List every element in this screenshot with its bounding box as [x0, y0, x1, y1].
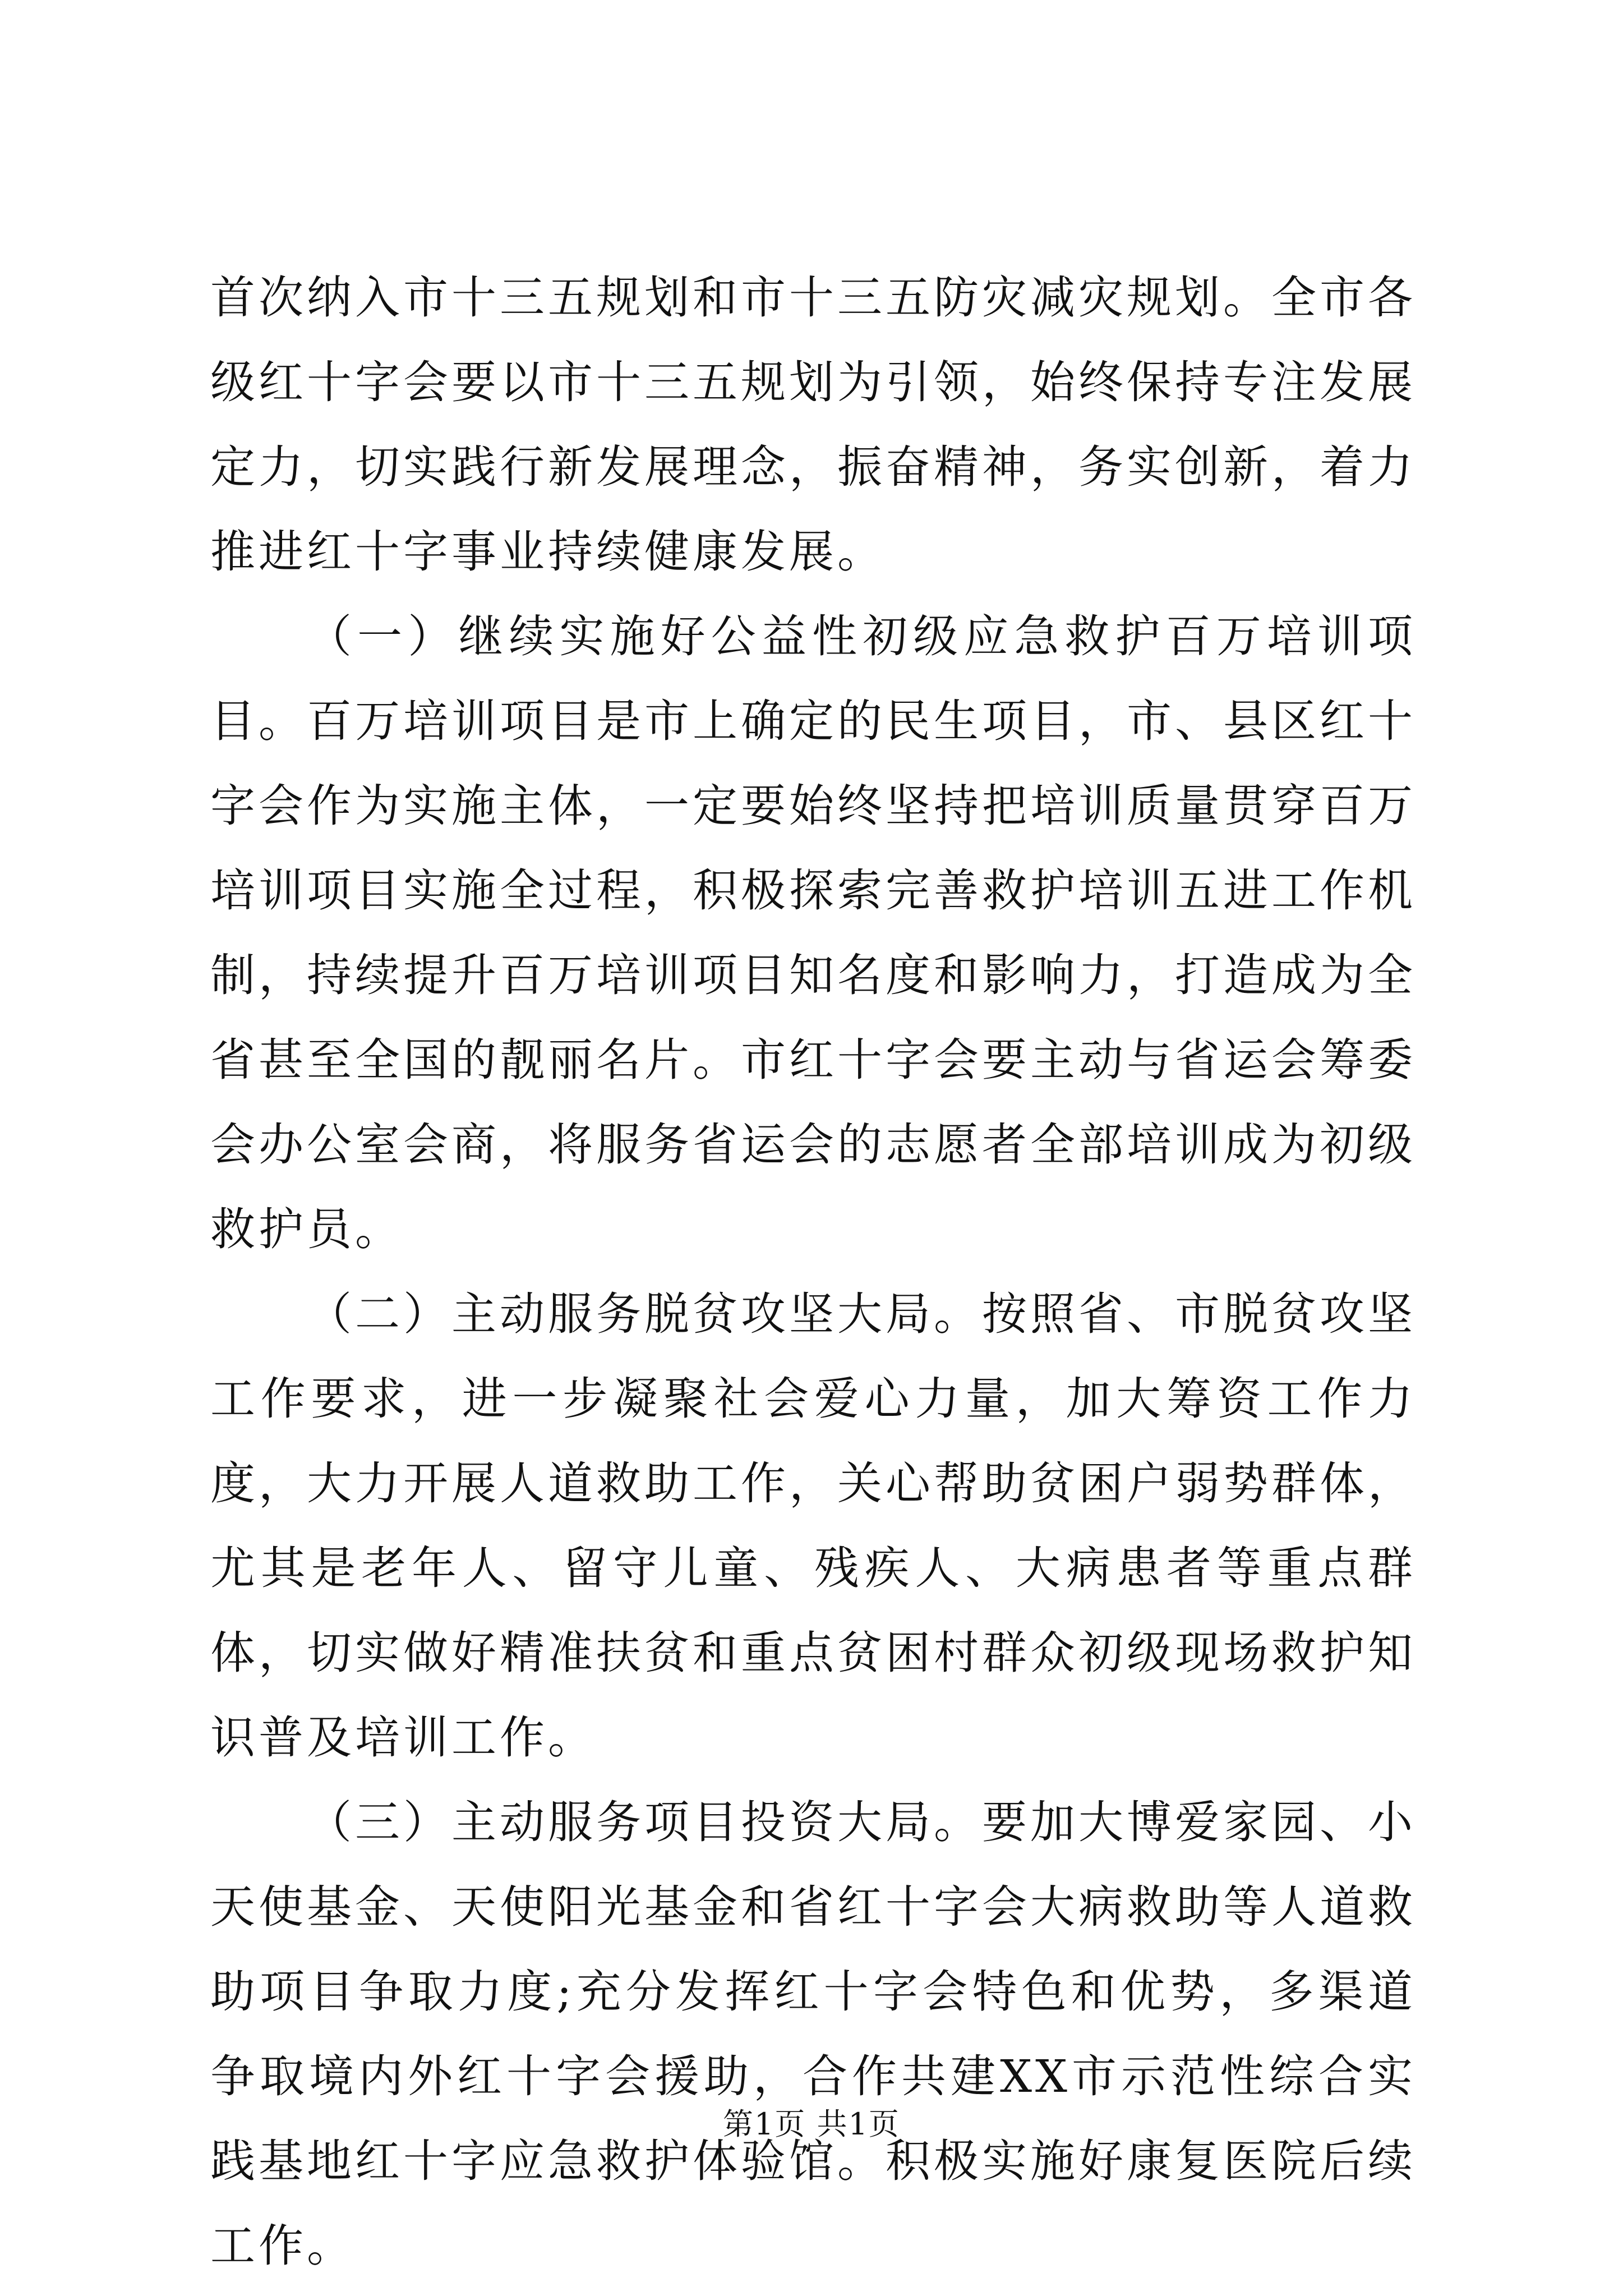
- page-footer: 第1页 共1页: [723, 2106, 900, 2142]
- paragraph-section-2: （二）主动服务脱贫攻坚大局。按照省、市脱贫攻坚工作要求，进一步凝聚社会爱心力量，加大筹资工作力度，大力开展人道救助工作，关心帮助贫困户弱势群体，尤其是老年人、留守儿童、残疾人、大病患者等重点群体，切实做好精准扶贫和重点贫困村群众初级现场救护知识普及培训工作。: [210, 1288, 1416, 1764]
- document-body: [210, 255, 1416, 2288]
- paragraph-intro: 首次纳入市十三五规划和市十三五防灾减灾规划。全市各级红十字会要以市十三五规划为引领，始终保持专注发展定力，切实践行新发展理念，振奋精神，务实创新，着力推进红十字事业持续健康发展。: [210, 272, 1416, 578]
- paragraph-section-3: （三）主动服务项目投资大局。要加大博爱家园、小天使基金、天使阳光基金和省红十字会大病救助等人道救助项目争取力度;充分发挥红十字会特色和优势，多渠道争取境内外红十字会援助，合作共建XX市示范性综合实践基地红十字应急救护体验馆。积极实施好康复医院后续工作。: [210, 1796, 1416, 2272]
- paragraph-section-1: （一）继续实施好公益性初级应急救护百万培训项目。百万培训项目是市上确定的民生项目，市、县区红十字会作为实施主体，一定要始终坚持把培训质量贯穿百万培训项目实施全过程，积极探索完善救护培训五进工作机制，持续提升百万培训项目知名度和影响力，打造成为全省甚至全国的靓丽名片。市红十字会要主动与省运会筹委会办公室会商，将服务省运会的志愿者全部培训成为初级救护员。: [210, 610, 1416, 1255]
